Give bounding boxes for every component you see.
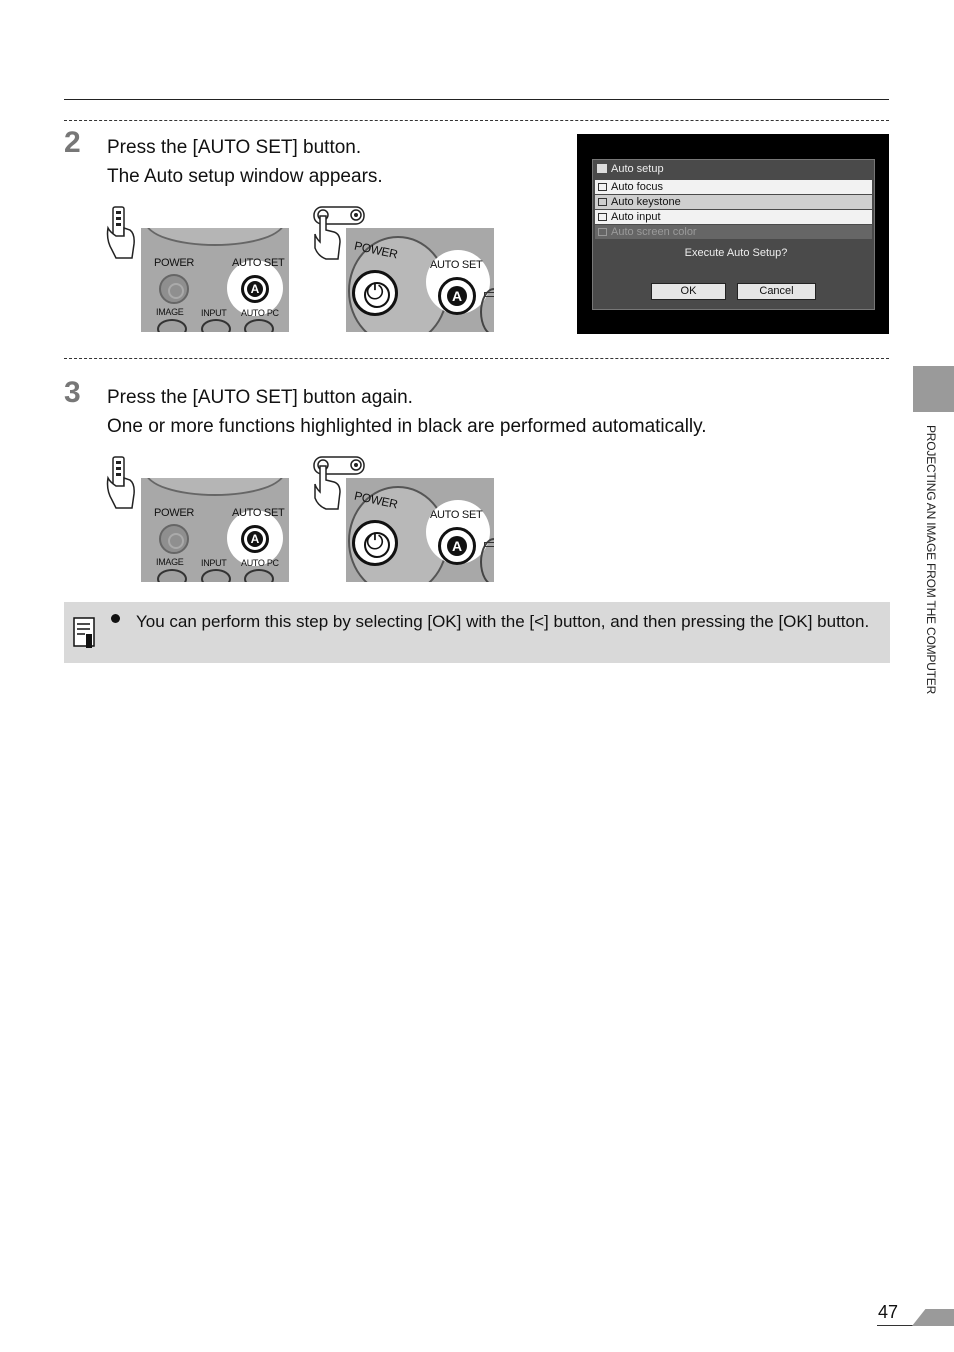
- remote-auto-pc-button[interactable]: [244, 569, 274, 582]
- projector-auto-set-label: AUTO SET: [430, 509, 483, 521]
- keystone-icon: [598, 198, 607, 206]
- remote-auto-set-button[interactable]: A: [241, 525, 269, 553]
- step-3-divider: [64, 358, 889, 359]
- screen-color-icon: [598, 228, 607, 236]
- projector-auto-set-button[interactable]: A: [438, 527, 476, 565]
- note-box: [64, 602, 890, 663]
- remote-power-label: POWER: [154, 507, 195, 519]
- auto-setup-menu-title: Auto setup: [597, 163, 664, 175]
- projector-power-label: POWER: [353, 488, 399, 512]
- remote-power-button[interactable]: [159, 274, 189, 304]
- remote-image-button[interactable]: [157, 569, 187, 582]
- projector-power-button[interactable]: [352, 520, 398, 566]
- remote-power-button[interactable]: [159, 524, 189, 554]
- remote-hand-icon: [104, 204, 138, 260]
- remote-control-panel: [141, 228, 289, 332]
- chapter-tab: [913, 366, 954, 412]
- remote-input-button[interactable]: [201, 319, 231, 332]
- menu-ok-button[interactable]: OK: [651, 283, 726, 300]
- remote-auto-pc-button[interactable]: [244, 319, 274, 332]
- remote-power-label: POWER: [154, 257, 195, 269]
- auto-setup-question: Execute Auto Setup?: [684, 247, 788, 259]
- remote-auto-pc-label: AUTO PC: [241, 308, 279, 318]
- menu-item-auto-keystone[interactable]: Auto keystone: [595, 195, 872, 209]
- projector-power-button[interactable]: [352, 270, 398, 316]
- step-2-divider: [64, 120, 889, 121]
- remote-input-label: INPUT: [201, 308, 227, 318]
- menu-item-auto-focus[interactable]: Auto focus: [595, 180, 872, 194]
- step-3-result: One or more functions highlighted in black are performed automatically.: [107, 416, 707, 437]
- input-icon: [598, 213, 607, 221]
- page-corner-tab: [912, 1309, 954, 1326]
- projector-auto-set-button[interactable]: A: [438, 277, 476, 315]
- focus-icon: [598, 183, 607, 191]
- note-text: You can perform this step by selecting [OK] with the [<] button, and then pressing the [OK] button.: [136, 612, 870, 631]
- menu-cancel-button[interactable]: Cancel: [737, 283, 816, 300]
- auto-setup-menu: [592, 159, 875, 310]
- projector-control-panel: [346, 478, 494, 582]
- remote-image-label: IMAGE: [156, 307, 184, 317]
- top-rule: [64, 99, 889, 100]
- remote-image-button[interactable]: [157, 319, 187, 332]
- note-bullet: [111, 614, 120, 623]
- auto-setup-screen-capture: [577, 134, 889, 334]
- projector-power-label: POWER: [353, 238, 399, 262]
- page-number: 47: [878, 1302, 899, 1322]
- remote-auto-set-label: AUTO SET: [232, 257, 285, 269]
- step-3-number: 3: [64, 376, 81, 409]
- remote-control-panel: [141, 478, 289, 582]
- page-number-rule: [877, 1325, 917, 1326]
- remote-input-button[interactable]: [201, 569, 231, 582]
- remote-image-label: IMAGE: [156, 557, 184, 567]
- remote-auto-pc-label: AUTO PC: [241, 558, 279, 568]
- remote-auto-set-label: AUTO SET: [232, 507, 285, 519]
- projector-auto-set-label: AUTO SET: [430, 259, 483, 271]
- projector-control-panel: [346, 228, 494, 332]
- menu-item-auto-screen-color: Auto screen color: [595, 225, 872, 239]
- chapter-label: PROJECTING AN IMAGE FROM THE COMPUTER: [924, 425, 938, 695]
- remote-input-label: INPUT: [201, 558, 227, 568]
- menu-item-auto-input[interactable]: Auto input: [595, 210, 872, 224]
- remote-auto-set-button[interactable]: A: [241, 275, 269, 303]
- step-2-number: 2: [64, 126, 81, 159]
- auto-setup-icon: [597, 164, 607, 173]
- memo-icon: [73, 617, 95, 649]
- remote-hand-icon: [104, 454, 138, 510]
- step-2-instruction: Press the [AUTO SET] button.: [107, 137, 362, 158]
- step-3-instruction: Press the [AUTO SET] button again.: [107, 387, 413, 408]
- step-2-result: The Auto setup window appears.: [107, 166, 383, 187]
